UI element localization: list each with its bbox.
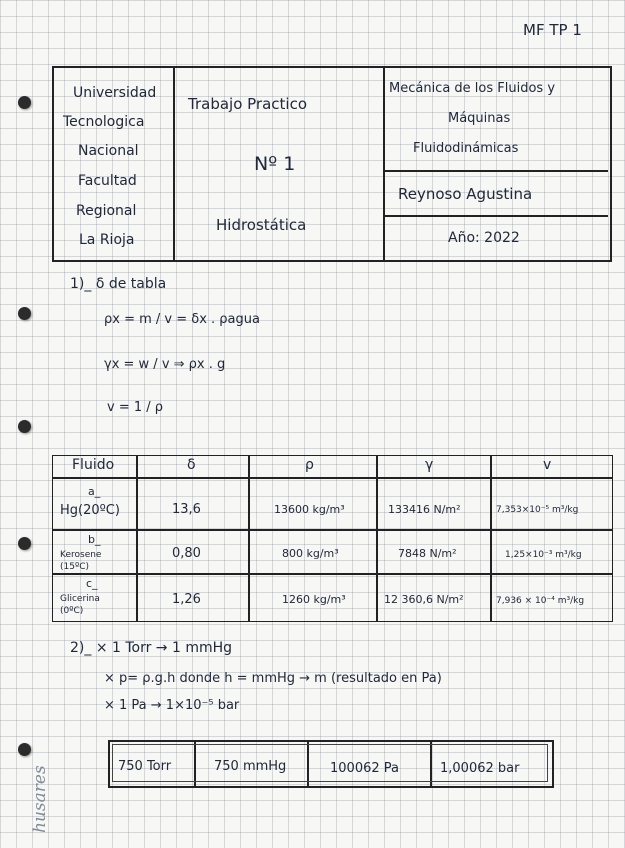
course-line: Fluidodinámicas — [413, 141, 519, 156]
binder-hole — [18, 420, 31, 433]
binder-hole — [18, 743, 31, 756]
work-title: Trabajo Practico — [188, 95, 308, 113]
institution-line: Regional — [76, 203, 137, 219]
header-divider — [384, 170, 608, 172]
table1-row-label: b_ — [88, 533, 101, 546]
table1-cell: 12 360,6 N/m² — [384, 593, 464, 606]
table2-cell: 750 Torr — [118, 759, 172, 774]
table1-cell: 7,936 × 10⁻⁴ m³/kg — [496, 596, 585, 606]
table1-cell: 1,26 — [172, 592, 201, 607]
course-line: Máquinas — [448, 111, 511, 126]
institution-line: Facultad — [78, 173, 137, 189]
section1-heading: 1)_ δ de tabla — [70, 276, 167, 292]
table2-cell: 100062 Pa — [330, 761, 399, 776]
table1-cell: 1,25×10⁻³ m³/kg — [505, 550, 582, 560]
table1-fluid: Hg(20ºC) — [60, 503, 120, 518]
binder-hole — [18, 96, 31, 109]
table1-rule — [490, 455, 492, 622]
table1-cell: 13,6 — [172, 502, 201, 517]
header-divider — [173, 66, 175, 260]
table1-cell: 13600 kg/m³ — [274, 503, 345, 516]
table1-header: Fluido — [72, 457, 115, 473]
binder-hole — [18, 537, 31, 550]
table1-header: ρ — [305, 457, 314, 473]
table1-row-label: a_ — [88, 485, 101, 498]
table1-cell: 7848 N/m² — [398, 547, 457, 560]
work-number: Nº 1 — [254, 153, 296, 175]
equation-density: ρx = m / v = δx . ρagua — [104, 312, 260, 327]
table1-rule — [136, 455, 138, 622]
table1-header: δ — [187, 457, 196, 473]
section2-heading: 2)_ × 1 Torr → 1 mmHg — [70, 640, 233, 656]
table1-cell: 1260 kg/m³ — [282, 593, 346, 606]
notebook-brand: husares — [30, 765, 50, 833]
student-name: Reynoso Agustina — [398, 185, 533, 203]
section2-formula: × p= ρ.g.h donde h = mmHg → m (resultado en Pa) — [104, 671, 442, 686]
table1-cell: 133416 N/m² — [388, 503, 461, 516]
table2-cell: 1,00062 bar — [440, 761, 520, 776]
corner-label: MF TP 1 — [523, 21, 582, 39]
table1-fluid: Kerosene (15ºC) — [60, 550, 102, 572]
binder-hole — [18, 307, 31, 320]
table1-cell: 7,353×10⁻⁵ m³/kg — [496, 505, 579, 515]
table1-rule — [376, 455, 378, 622]
table1-rule — [248, 455, 250, 622]
equation-specific-weight: γx = w / v ⇒ ρx . g — [104, 357, 226, 372]
table1-header: v — [543, 457, 552, 473]
course-line: Mecánica de los Fluidos y — [389, 81, 556, 96]
table1-cell: 800 kg/m³ — [282, 547, 339, 560]
institution-line: Tecnologica — [63, 114, 145, 130]
institution-line: Universidad — [73, 85, 157, 101]
header-divider — [383, 66, 385, 260]
institution-line: La Rioja — [79, 232, 135, 248]
institution-line: Nacional — [78, 143, 139, 159]
table1-cell: 0,80 — [172, 546, 201, 561]
topic: Hidrostática — [216, 216, 307, 234]
table1-row-label: c_ — [86, 577, 98, 590]
header-divider — [384, 215, 608, 217]
table1-header: γ — [425, 457, 434, 473]
equation-specific-volume: v = 1 / ρ — [107, 400, 164, 415]
table1-fluid: Glicerina (0ºC) — [60, 594, 100, 616]
section2-conversion: × 1 Pa → 1×10⁻⁵ bar — [104, 698, 240, 713]
year: Año: 2022 — [448, 230, 520, 246]
table2-cell: 750 mmHg — [214, 759, 287, 774]
